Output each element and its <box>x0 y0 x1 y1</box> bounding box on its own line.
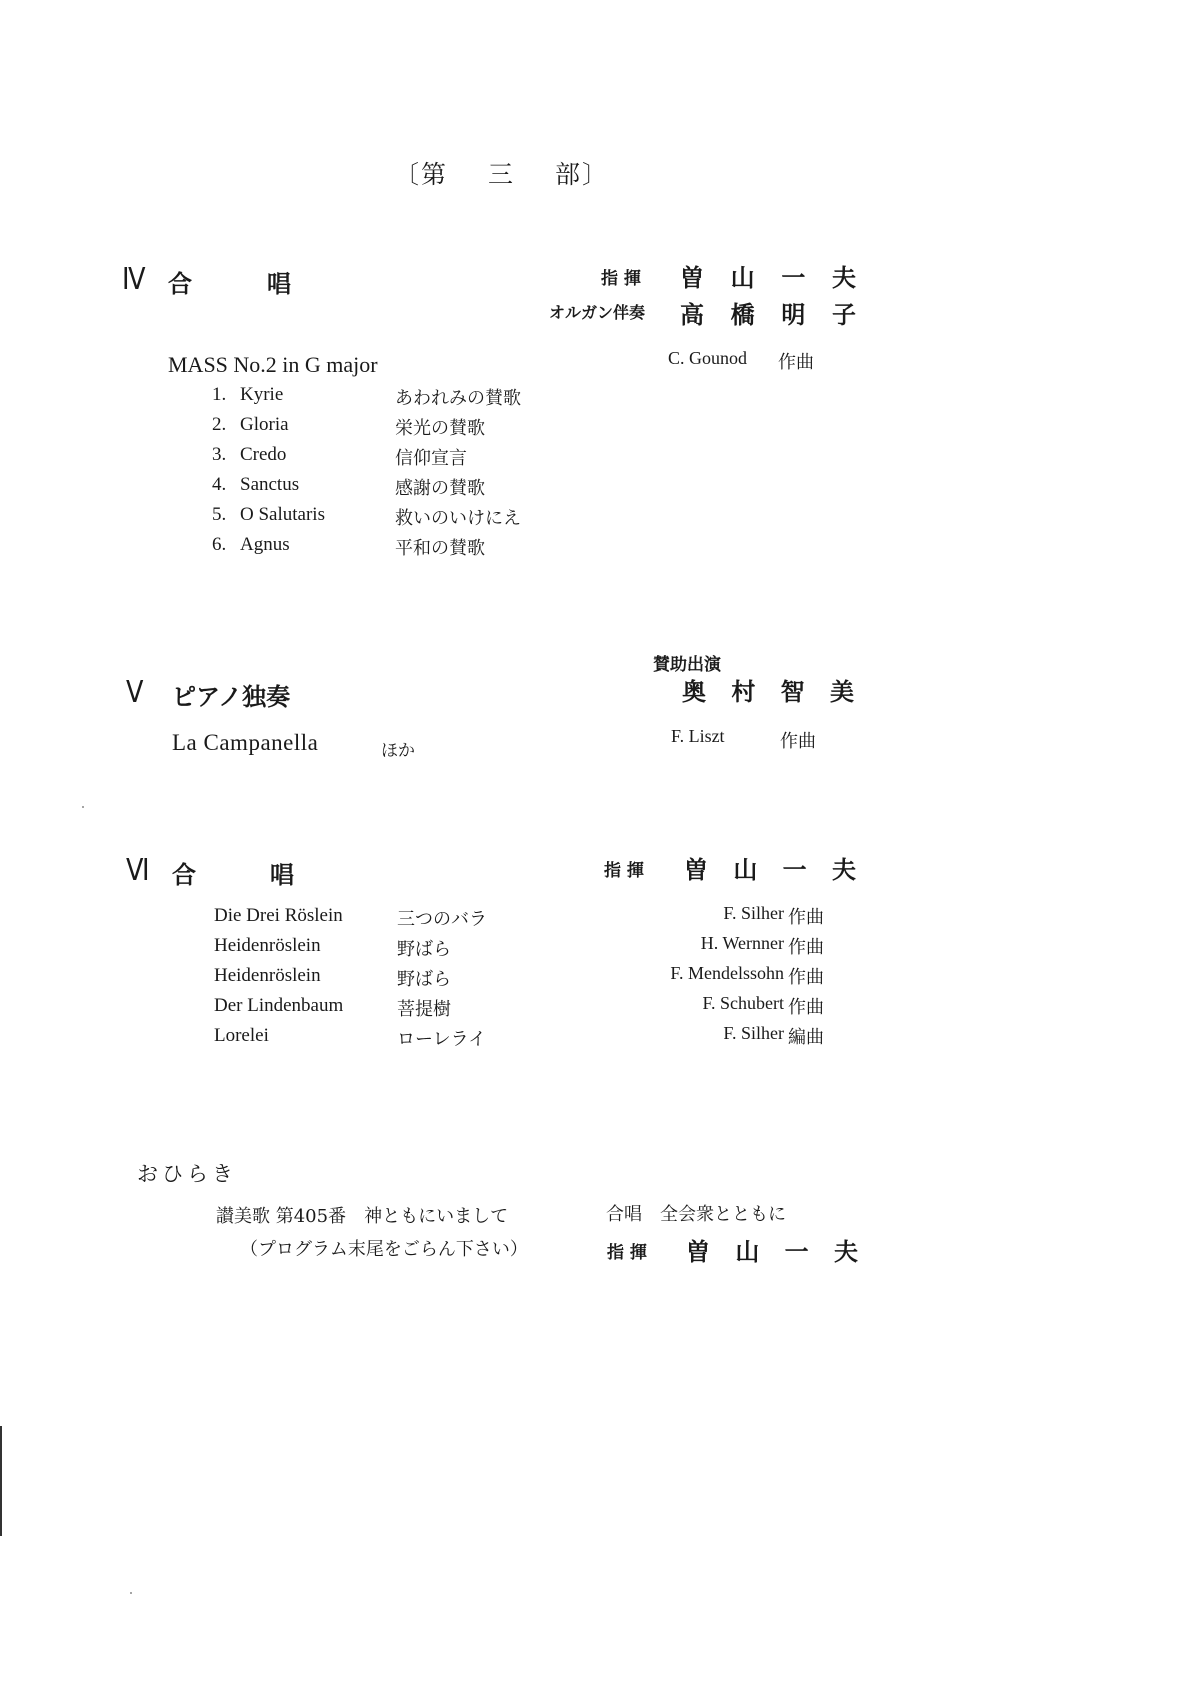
closing-note: （プログラム末尾をごらん下さい） <box>240 1239 528 1260</box>
scan-speck <box>82 806 84 808</box>
list-item <box>212 504 521 534</box>
name-char: 一 <box>784 1238 809 1266</box>
movement-jp: あわれみの賛歌 <box>395 388 521 409</box>
section5-title: ピアノ独奏 <box>172 683 291 711</box>
closing-hymn: 讃美歌 第405番 神ともにいまして <box>216 1206 509 1227</box>
list-item <box>212 414 485 444</box>
movement-latin: Gloria <box>240 414 289 435</box>
name-char: 夫 <box>831 856 856 884</box>
name-char: 橋 <box>730 301 755 329</box>
name-char: 山 <box>730 264 755 292</box>
section4-organ-name <box>680 295 856 330</box>
piece-jp: ローレライ <box>397 1029 487 1050</box>
scan-edge-mark <box>0 1426 2 1536</box>
section5-guest-name <box>682 672 854 707</box>
piece-jp: 野ばら <box>397 939 451 960</box>
section4-conductor-name <box>680 258 856 293</box>
piece-title: Heidenröslein <box>214 965 321 986</box>
list-item <box>212 384 521 414</box>
section6-numeral: Ⅵ <box>126 854 150 887</box>
closing-title: おひらき <box>137 1162 237 1186</box>
piece-title: Der Lindenbaum <box>214 995 344 1016</box>
name-char: 奥 <box>682 678 706 706</box>
movement-number: 3. <box>212 444 227 465</box>
section5-work: La Campanella <box>172 730 319 755</box>
section4-organ-label: オルガン伴奏 <box>549 303 646 322</box>
closing-chorus: 合唱 全会衆とともに <box>606 1204 786 1225</box>
name-char: 曽 <box>680 264 704 292</box>
piece-role: 作曲 <box>788 997 824 1018</box>
name-char: 美 <box>829 678 854 706</box>
scan-speck <box>130 1592 132 1594</box>
piece-title: Die Drei Röslein <box>214 905 343 926</box>
piece-composer: F. Silher <box>723 903 784 923</box>
piece-title: Lorelei <box>214 1025 269 1046</box>
movement-jp: 平和の賛歌 <box>395 538 485 559</box>
part-title-open: 〔第 <box>394 160 449 189</box>
name-char: 夫 <box>831 264 856 292</box>
section4-composer: C. Gounod <box>668 348 748 368</box>
section5-work-suffix: ほか <box>381 741 415 761</box>
section4-title-a: 合 <box>168 270 192 298</box>
section5-composer: F. Liszt <box>671 726 725 746</box>
piece-role: 作曲 <box>788 967 824 988</box>
movement-number: 1. <box>212 384 227 405</box>
name-char: 曽 <box>686 1238 710 1266</box>
name-char: 一 <box>782 856 807 884</box>
section5-composer-role: 作曲 <box>780 731 816 752</box>
list-item <box>214 905 824 935</box>
piece-composer: F. Mendelssohn <box>670 963 784 983</box>
piece-role: 作曲 <box>788 907 824 928</box>
list-item <box>212 444 467 474</box>
movement-latin: Kyrie <box>240 384 284 405</box>
part-title-middle: 三 <box>488 160 516 189</box>
section4-numeral: Ⅳ <box>122 263 146 296</box>
name-char: 一 <box>781 264 806 292</box>
piece-role: 編曲 <box>788 1027 824 1048</box>
piece-title: Heidenröslein <box>214 935 321 956</box>
movement-number: 2. <box>212 414 227 435</box>
list-item <box>212 534 485 564</box>
name-char: 智 <box>780 678 805 706</box>
name-char: 曽 <box>684 856 708 884</box>
movement-latin: Agnus <box>240 534 290 555</box>
movement-number: 4. <box>212 474 227 495</box>
name-char: 高 <box>680 301 704 329</box>
name-char: 村 <box>731 678 756 706</box>
section4-work: MASS No.2 in G major <box>168 352 378 377</box>
movement-latin: O Salutaris <box>240 504 325 525</box>
name-char: 子 <box>831 301 856 329</box>
piece-jp: 菩提樹 <box>397 999 451 1020</box>
name-char: 山 <box>733 856 758 884</box>
section4-conductor-label: 指 揮 <box>601 269 641 289</box>
piece-jp: 三つのバラ <box>397 909 487 930</box>
section6-conductor-name <box>684 850 856 885</box>
movement-number: 6. <box>212 534 227 555</box>
section4-title-b: 唱 <box>267 270 291 298</box>
piece-composer: H. Wernner <box>700 933 784 953</box>
list-item <box>212 474 485 504</box>
section4-composer-role: 作曲 <box>778 352 814 373</box>
movement-latin: Credo <box>240 444 287 465</box>
section5-numeral: Ⅴ <box>126 676 144 709</box>
section6-title-a: 合 <box>172 861 196 889</box>
movement-jp: 栄光の賛歌 <box>395 418 485 439</box>
piece-list <box>214 905 824 1055</box>
piece-role: 作曲 <box>788 937 824 958</box>
movement-jp: 救いのいけにえ <box>395 508 521 529</box>
closing-conductor-name <box>686 1232 858 1267</box>
part-title-close: 部〕 <box>555 160 610 189</box>
part-title <box>394 155 609 191</box>
movement-list <box>212 384 521 564</box>
name-char: 夫 <box>833 1238 858 1266</box>
section5-guest-label: 賛助出演 <box>653 655 721 675</box>
list-item <box>214 1025 824 1055</box>
piece-composer: F. Schubert <box>702 993 784 1013</box>
list-item <box>214 965 824 995</box>
movement-latin: Sanctus <box>240 474 300 495</box>
piece-composer: F. Silher <box>723 1023 784 1043</box>
piece-jp: 野ばら <box>397 969 451 990</box>
list-item <box>214 935 824 965</box>
list-item <box>214 995 824 1025</box>
closing-conductor-label: 指 揮 <box>607 1243 647 1263</box>
section6-title-b: 唱 <box>270 861 294 889</box>
name-char: 山 <box>735 1238 760 1266</box>
name-char: 明 <box>781 301 806 329</box>
movement-number: 5. <box>212 504 227 525</box>
movement-jp: 信仰宣言 <box>395 448 467 469</box>
movement-jp: 感謝の賛歌 <box>395 478 485 499</box>
section6-conductor-label: 指 揮 <box>604 861 644 881</box>
